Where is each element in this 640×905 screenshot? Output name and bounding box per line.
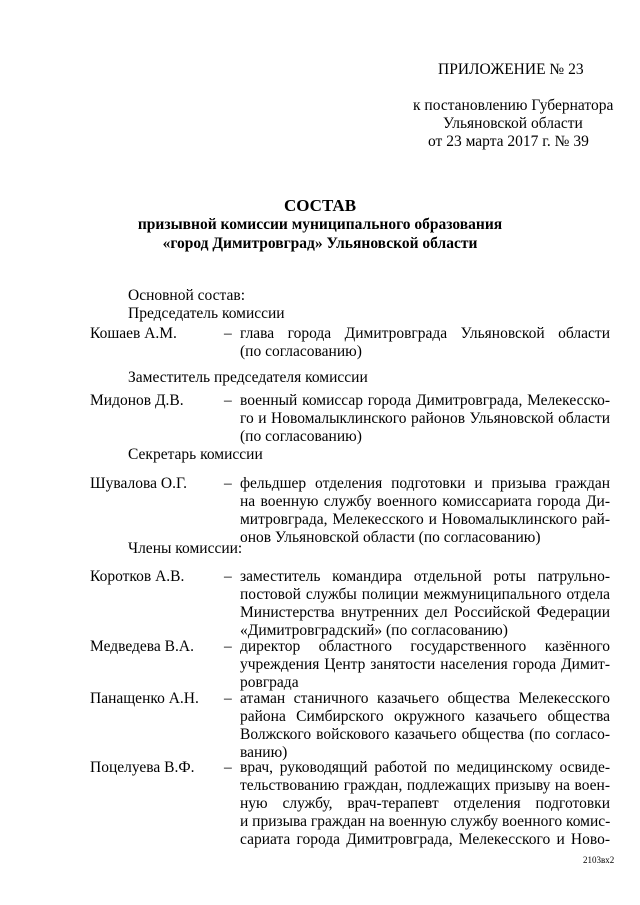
dash: –: [224, 638, 232, 655]
description-line: ванию): [240, 744, 288, 761]
description-line: врач, руководящий работой по медицинскому освиде-: [240, 759, 610, 776]
dash: –: [224, 392, 232, 409]
description-line: тельствованию граждан, подлежащих призыву на воен-: [240, 777, 610, 794]
description-line: ровграда: [240, 674, 299, 691]
description-line: Министерства внутренних дел Российской Федерации: [240, 604, 610, 621]
dash: –: [224, 690, 232, 707]
description-line: сариата города Димитровграда, Мелекесского и Ново-: [240, 831, 610, 848]
header-line-1: к постановлению Губернатора: [413, 97, 614, 114]
member-name: Медведева В.А.: [90, 638, 194, 655]
dash: –: [224, 568, 232, 585]
description-line: (по согласованию): [240, 428, 362, 445]
member-name: Коротков А.В.: [90, 568, 185, 585]
description-line: заместитель командира отдельной роты патрульно-: [240, 568, 610, 585]
document-subtitle-2: «город Димитровград» Ульяновской области: [162, 235, 478, 252]
member-name: Мидонов Д.В.: [90, 392, 184, 409]
description-line: военный комиссар города Димитровграда, Мелекесско-: [240, 392, 610, 409]
member-name: Шувалова О.Г.: [90, 475, 188, 492]
section-main-composition: Основной состав:: [128, 287, 246, 304]
member-name: Поцелуева В.Ф.: [90, 759, 195, 776]
section-chairman: Председатель комиссии: [128, 305, 285, 322]
member-description: [240, 690, 610, 762]
section-members: Члены комиссии:: [128, 540, 243, 557]
section-deputy: Заместитель председателя комиссии: [128, 369, 368, 386]
dash: –: [224, 325, 232, 342]
description-line: на военную службу военного комиссариата города Ди-: [240, 493, 610, 510]
member-name: Кошаев А.М.: [90, 325, 177, 342]
member-description: [240, 325, 610, 361]
document-subtitle-1: призывной комиссии муниципального образования: [137, 216, 503, 233]
description-line: учреждения Центр занятости населения города Димит-: [240, 656, 610, 673]
description-line: атаман станичного казачьего общества Мелекесского: [240, 690, 610, 707]
description-line: митровграда, Мелекесского и Новомалыклинского рай-: [240, 511, 610, 528]
dash: –: [224, 475, 232, 492]
description-line: постовой службы полиции межмуниципального отдела: [240, 586, 610, 603]
header-line-3: от 23 марта 2017 г. № 39: [428, 133, 589, 150]
appendix-number: ПРИЛОЖЕНИЕ № 23: [438, 61, 584, 78]
member-name: Панащенко А.Н.: [90, 690, 199, 707]
description-line: го и Новомалыклинского районов Ульяновской области: [240, 410, 610, 427]
member-description: [240, 759, 610, 849]
description-line: онов Ульяновской области (по согласованию): [240, 529, 541, 546]
description-line: «Димитровградский» (по согласованию): [240, 622, 508, 639]
description-line: ную службу, врач-терапевт отделения подготовки: [240, 795, 610, 812]
description-line: района Симбирского окружного казачьего общества: [240, 708, 610, 725]
description-line: Волжского войскового казачьего общества (по согласо-: [240, 726, 610, 743]
description-line: (по согласованию): [240, 343, 362, 360]
member-description: [240, 638, 610, 692]
member-description: [240, 475, 610, 547]
description-line: глава города Димитровграда Ульяновской области: [240, 325, 610, 342]
section-secretary: Секретарь комиссии: [128, 446, 263, 463]
description-line: директор областного государственного казённого: [240, 638, 610, 655]
document-code: 2103вх2: [583, 855, 615, 865]
header-line-2: Ульяновской области: [443, 115, 583, 132]
dash: –: [224, 759, 232, 776]
description-line: и призыва граждан на военную службу военного комис-: [240, 813, 611, 830]
member-description: [240, 392, 610, 446]
member-description: [240, 568, 610, 640]
description-line: фельдшер отделения подготовки и призыва граждан: [240, 475, 610, 492]
document-title: СОСТАВ: [283, 196, 357, 215]
